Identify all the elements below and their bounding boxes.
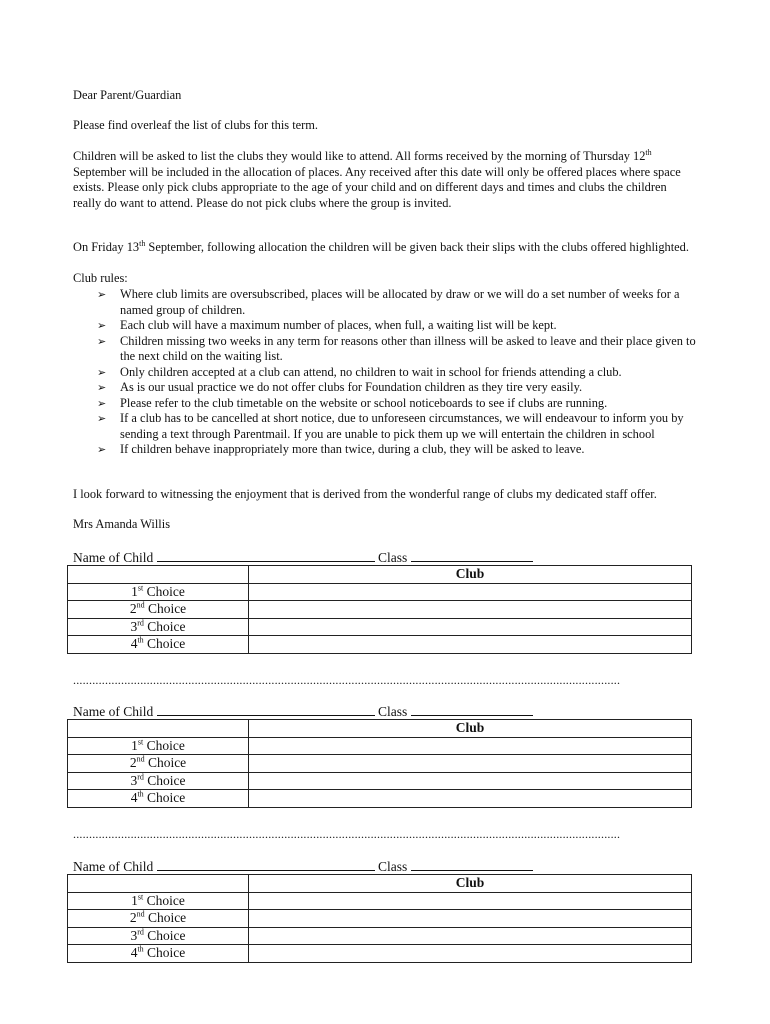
rule-text: As is our usual practice we do not offer clubs for Foundation children as they tire very easily.: [120, 380, 583, 394]
class-field[interactable]: [411, 550, 533, 562]
header-blank-cell: [68, 720, 249, 738]
rule-item: [73, 411, 698, 442]
club-entry-cell[interactable]: [249, 927, 692, 945]
choice-label: [68, 910, 249, 928]
choice-word: Choice: [147, 790, 186, 806]
name-of-child-field[interactable]: [157, 550, 375, 562]
table-header-row: [68, 720, 692, 738]
choice-word: Choice: [146, 737, 185, 753]
choice-label: [68, 601, 249, 619]
choice-number: 1: [131, 892, 138, 908]
choice-suffix: th: [137, 789, 144, 799]
club-column-header: Club: [249, 720, 692, 738]
rule-item: [73, 318, 698, 334]
choice-label: [68, 583, 249, 601]
rule-item: [73, 380, 698, 396]
choice-word: Choice: [147, 910, 187, 926]
choice-word: Choice: [147, 927, 186, 943]
club-entry-cell[interactable]: [249, 737, 692, 755]
choice-number: 2: [129, 910, 137, 926]
rule-text: Each club will have a maximum number of places, when full, a waiting list will be kept.: [120, 318, 557, 332]
choice-suffix: nd: [136, 600, 145, 610]
rule-text: Where club limits are oversubscribed, places will be allocated by draw or we will do a set number of weeks for a named group of children.: [120, 287, 680, 317]
intro-text: Please find overleaf the list of clubs for this term.: [73, 118, 318, 132]
table-header-row: [68, 566, 692, 584]
choice-number: 1: [131, 583, 138, 599]
choice-word: Choice: [147, 945, 186, 961]
name-of-child-field[interactable]: [157, 704, 375, 716]
header-blank-cell: [68, 566, 249, 584]
table-row: [68, 910, 692, 928]
return-paragraph: [73, 240, 693, 256]
choice-word: Choice: [147, 755, 187, 771]
choice-suffix: rd: [137, 927, 144, 937]
allocation-paragraph: [73, 149, 693, 211]
name-of-child-field[interactable]: [157, 859, 375, 871]
header-blank-cell: [68, 875, 249, 893]
arrow-bullet-icon: ➢: [97, 443, 107, 456]
name-of-child-label: Name of Child: [73, 704, 154, 719]
table-row: [68, 618, 692, 636]
club-entry-cell[interactable]: [249, 945, 692, 963]
table-row: [68, 601, 692, 619]
reply-slip-3: [73, 858, 698, 961]
table-row: [68, 927, 692, 945]
cut-line-separator: ...........................................................................................................................................................................: [73, 827, 621, 841]
rule-text: If a club has to be cancelled at short notice, due to unforeseen circumstances, we will endeavour to inform you by sending a text through Parentmail. If you are unable to pick them up we will entertain the children in school: [120, 411, 684, 441]
choices-table: [67, 719, 692, 808]
rule-item: [73, 442, 698, 458]
club-entry-cell[interactable]: [249, 601, 692, 619]
slip-name-line: [73, 858, 698, 875]
choice-number: 2: [129, 601, 137, 617]
rules-list: [73, 287, 698, 458]
greeting: Dear Parent/Guardian: [73, 88, 182, 102]
choice-label: [68, 737, 249, 755]
reply-slip-1: [73, 549, 698, 652]
table-row: [68, 636, 692, 654]
choice-number: 3: [130, 618, 138, 634]
choices-table: [67, 565, 692, 654]
club-entry-cell[interactable]: [249, 618, 692, 636]
para2-before: On Friday 13: [73, 240, 140, 254]
rule-item: [73, 334, 698, 365]
cut-line-separator: ...........................................................................................................................................................................: [73, 673, 621, 687]
class-field[interactable]: [411, 859, 533, 871]
para1-sup: th: [645, 147, 652, 157]
closing-paragraph: I look forward to witnessing the enjoyment that is derived from the wonderful range of clubs my dedicated staff offer.: [73, 487, 657, 501]
table-row: [68, 737, 692, 755]
arrow-bullet-icon: ➢: [97, 319, 107, 332]
choice-word: Choice: [146, 583, 185, 599]
rule-item: [73, 287, 698, 318]
class-field[interactable]: [411, 704, 533, 716]
arrow-bullet-icon: ➢: [97, 334, 107, 348]
club-entry-cell[interactable]: [249, 636, 692, 654]
table-row: [68, 892, 692, 910]
name-of-child-label: Name of Child: [73, 550, 154, 565]
rules-heading: Club rules:: [73, 271, 128, 285]
para2-after: September, following allocation the children will be given back their slips with the clubs offered highlighted.: [145, 240, 689, 254]
choice-number: 4: [130, 636, 138, 652]
class-label: Class: [378, 550, 408, 565]
name-of-child-label: Name of Child: [73, 859, 154, 874]
choice-label: [68, 636, 249, 654]
choice-suffix: nd: [136, 754, 145, 764]
club-entry-cell[interactable]: [249, 790, 692, 808]
arrow-bullet-icon: ➢: [97, 365, 107, 379]
choice-suffix: st: [137, 737, 144, 747]
rule-text: Only children accepted at a club can attend, no children to wait in school for friends attending a club.: [120, 364, 622, 379]
choice-suffix: th: [137, 944, 144, 954]
choice-suffix: rd: [137, 772, 144, 782]
choice-label: [68, 772, 249, 790]
slip-name-line: [73, 703, 698, 720]
choice-suffix: st: [137, 892, 144, 902]
arrow-bullet-icon: ➢: [97, 396, 107, 410]
choice-label: [68, 790, 249, 808]
choice-label: [68, 892, 249, 910]
rule-text: Children missing two weeks in any term for reasons other than illness will be asked to leave and their place given to the next child on the waiting list.: [120, 333, 696, 363]
choice-suffix: st: [137, 583, 144, 593]
choice-label: [68, 945, 249, 963]
choice-number: 3: [130, 772, 138, 788]
rule-text: Please refer to the club timetable on the website or school noticeboards to see if clubs are running.: [120, 395, 608, 410]
slip-name-line: [73, 549, 698, 566]
para2-sup: th: [139, 238, 146, 248]
club-entry-cell[interactable]: [249, 755, 692, 773]
table-row: [68, 583, 692, 601]
rule-item: [73, 365, 698, 381]
choice-label: [68, 755, 249, 773]
club-entry-cell[interactable]: [249, 772, 692, 790]
choice-word: Choice: [147, 618, 186, 634]
choice-suffix: nd: [136, 909, 145, 919]
choice-suffix: th: [137, 635, 144, 645]
choice-word: Choice: [146, 892, 185, 908]
choice-number: 3: [130, 927, 138, 943]
choice-label: [68, 618, 249, 636]
club-column-header: Club: [249, 566, 692, 584]
club-entry-cell[interactable]: [249, 892, 692, 910]
choices-table: [67, 874, 692, 963]
choice-word: Choice: [147, 601, 187, 617]
rule-text: If children behave inappropriately more than twice, during a club, they will be asked to leave.: [120, 442, 585, 456]
choice-number: 4: [130, 790, 138, 806]
table-row: [68, 755, 692, 773]
choice-suffix: rd: [137, 618, 144, 628]
table-row: [68, 772, 692, 790]
para1-before: Children will be asked to list the clubs they would like to attend. All forms received by the morning of Thursday 12: [73, 149, 646, 163]
choice-number: 2: [129, 755, 137, 771]
rule-item: [73, 396, 698, 412]
table-row: [68, 790, 692, 808]
choice-number: 1: [131, 737, 138, 753]
reply-slip-2: [73, 703, 698, 806]
table-header-row: [68, 875, 692, 893]
table-row: [68, 945, 692, 963]
arrow-bullet-icon: ➢: [97, 412, 107, 425]
club-entry-cell[interactable]: [249, 910, 692, 928]
choice-word: Choice: [147, 772, 186, 788]
class-label: Class: [378, 704, 408, 719]
class-label: Class: [378, 859, 408, 874]
club-entry-cell[interactable]: [249, 583, 692, 601]
arrow-bullet-icon: ➢: [97, 288, 107, 301]
para1-after: September will be included in the allocation of places. Any received after this date will only be offered places where space exists. Please only pick clubs appropriate to the age of your child and on different days and times and clubs the children really do want to attend. Please do not pick clubs where the group is invited.: [73, 164, 681, 210]
choice-word: Choice: [147, 636, 186, 652]
signature: Mrs Amanda Willis: [73, 517, 171, 531]
club-column-header: Club: [249, 875, 692, 893]
arrow-bullet-icon: ➢: [97, 381, 107, 394]
choice-label: [68, 927, 249, 945]
choice-number: 4: [130, 945, 138, 961]
